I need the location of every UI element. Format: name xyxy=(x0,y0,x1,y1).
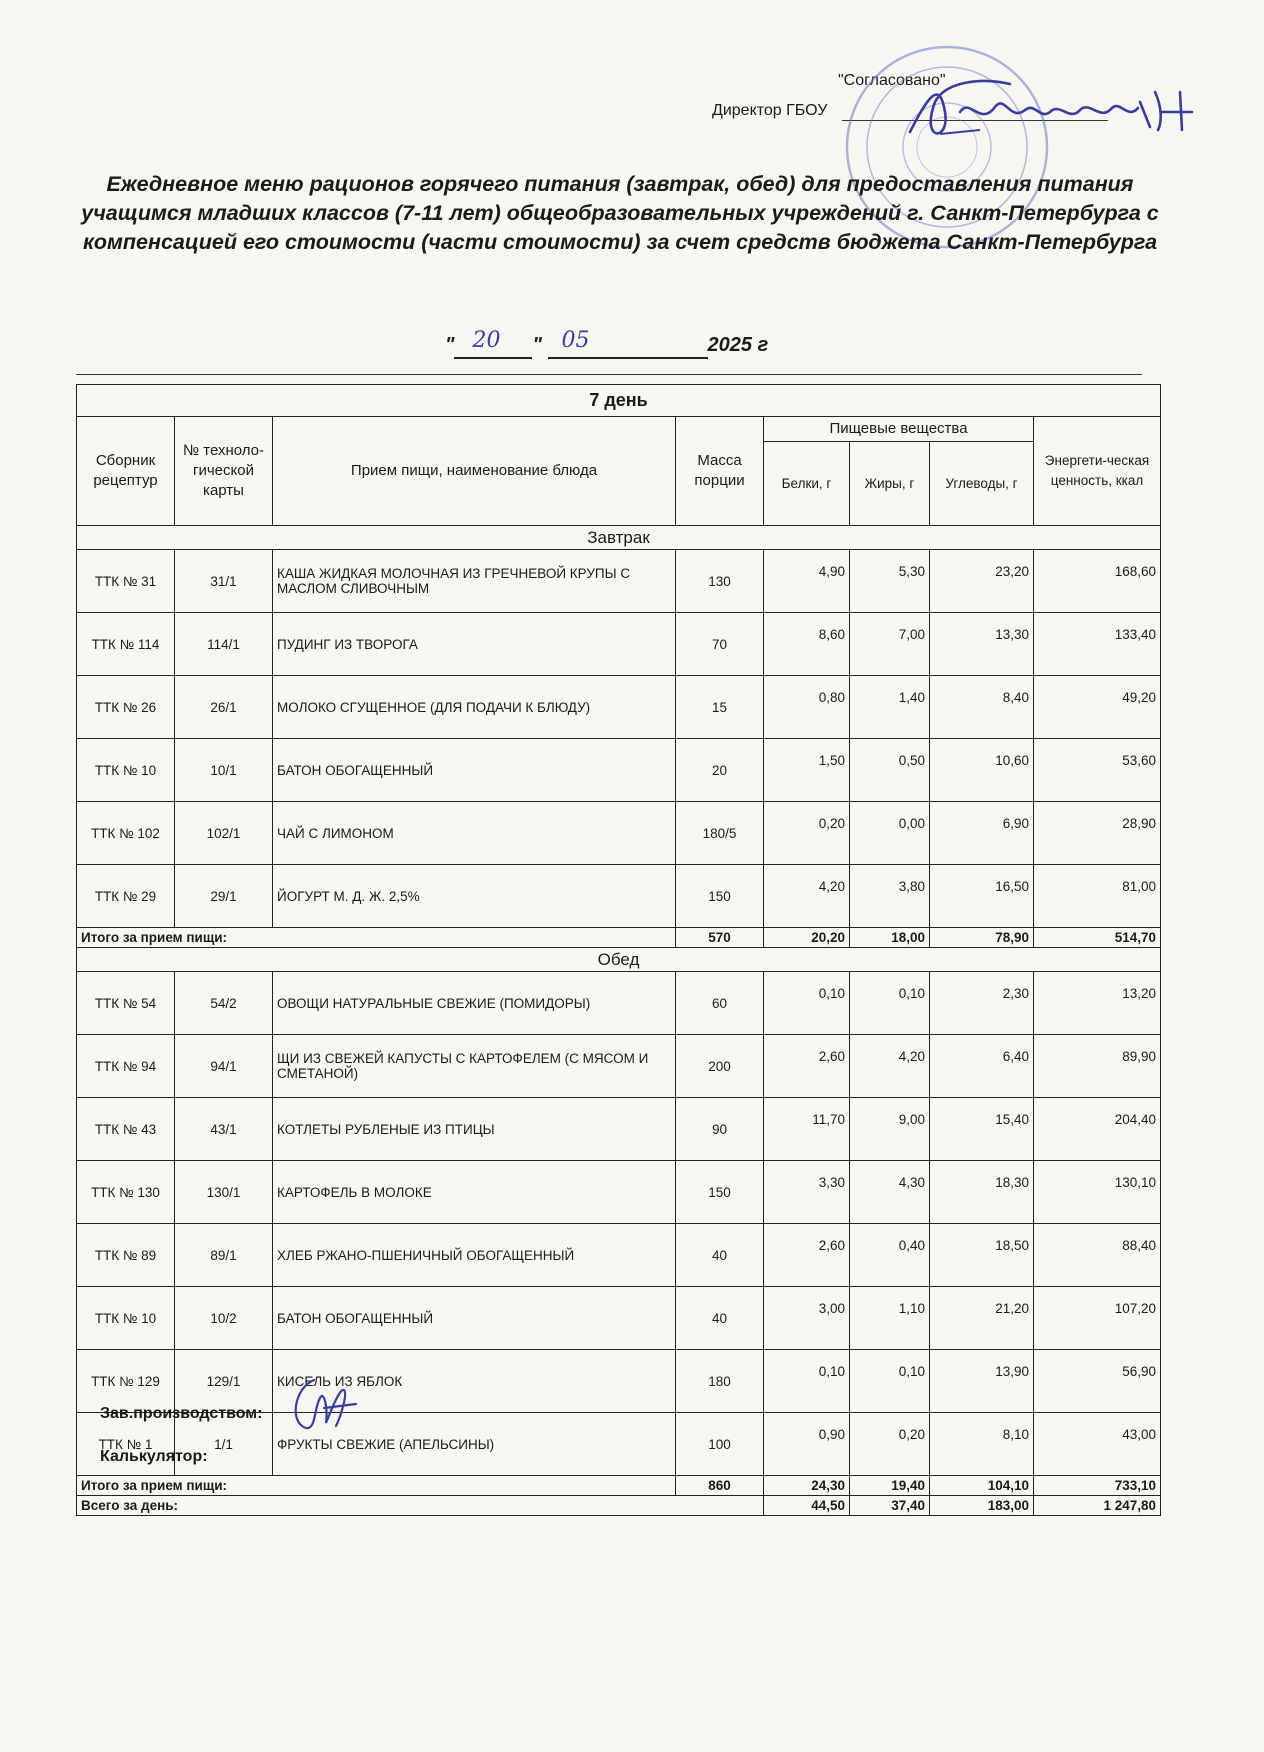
head-of-production-label: Зав.производством: xyxy=(100,1405,263,1422)
cell-name: КОТЛЕТЫ РУБЛЕНЫЕ ИЗ ПТИЦЫ xyxy=(273,1098,676,1161)
date-year: 2025 г xyxy=(707,334,769,356)
head-of-production-signature xyxy=(284,1368,364,1438)
menu-table xyxy=(76,384,1161,1516)
cell-collection: ТТК № 94 xyxy=(77,1035,175,1098)
divider xyxy=(76,374,1142,375)
cell-name: БАТОН ОБОГАЩЕННЫЙ xyxy=(273,739,676,802)
date-month: 05 xyxy=(561,328,590,353)
table-row xyxy=(77,802,1161,865)
day-total-row xyxy=(77,1496,1161,1516)
cell-energy: 13,20 xyxy=(1034,972,1161,1035)
cell-proteins: 0,20 xyxy=(764,802,850,865)
date-day-field xyxy=(454,328,532,359)
day-total-label: Всего за день: xyxy=(77,1496,764,1516)
section-label-breakfast: Завтрак xyxy=(77,526,1161,550)
cell-carbs: 13,90 xyxy=(930,1350,1034,1413)
cell-carbs: 15,40 xyxy=(930,1098,1034,1161)
cell-energy: 133,40 xyxy=(1034,613,1161,676)
cell-card: 43/1 xyxy=(175,1098,273,1161)
total-mass: 860 xyxy=(676,1476,764,1496)
approval-agreed: "Согласовано" xyxy=(838,72,946,89)
cell-name: ЧАЙ С ЛИМОНОМ xyxy=(273,802,676,865)
table-header-row xyxy=(77,417,1161,442)
cell-mass: 90 xyxy=(676,1098,764,1161)
cell-energy: 56,90 xyxy=(1034,1350,1161,1413)
cell-fats: 4,20 xyxy=(850,1035,930,1098)
cell-fats: 0,00 xyxy=(850,802,930,865)
table-row xyxy=(77,1350,1161,1413)
header-meal-name: Прием пищи, наименование блюда xyxy=(273,417,676,526)
cell-mass: 130 xyxy=(676,550,764,613)
cell-mass: 180 xyxy=(676,1350,764,1413)
section-row-breakfast xyxy=(77,526,1161,550)
cell-proteins: 1,50 xyxy=(764,739,850,802)
calculator-label: Калькулятор: xyxy=(100,1448,208,1465)
cell-proteins: 11,70 xyxy=(764,1098,850,1161)
total-fats: 18,00 xyxy=(850,928,930,948)
table-row xyxy=(77,1098,1161,1161)
cell-card: 54/2 xyxy=(175,972,273,1035)
cell-name: ЙОГУРТ М. Д. Ж. 2,5% xyxy=(273,865,676,928)
day-total-carbs: 183,00 xyxy=(930,1496,1034,1516)
cell-collection: ТТК № 43 xyxy=(77,1098,175,1161)
day-label: 7 день xyxy=(77,385,1161,417)
cell-card: 10/2 xyxy=(175,1287,273,1350)
cell-mass: 70 xyxy=(676,613,764,676)
cell-card: 26/1 xyxy=(175,676,273,739)
cell-carbs: 21,20 xyxy=(930,1287,1034,1350)
cell-proteins: 0,10 xyxy=(764,1350,850,1413)
cell-mass: 15 xyxy=(676,676,764,739)
breakfast-items xyxy=(77,550,1161,928)
cell-card: 94/1 xyxy=(175,1035,273,1098)
total-energy: 733,10 xyxy=(1034,1476,1161,1496)
cell-proteins: 3,30 xyxy=(764,1161,850,1224)
cell-card: 114/1 xyxy=(175,613,273,676)
cell-collection: ТТК № 102 xyxy=(77,802,175,865)
table-row xyxy=(77,1224,1161,1287)
cell-carbs: 18,30 xyxy=(930,1161,1034,1224)
cell-collection: ТТК № 10 xyxy=(77,1287,175,1350)
director-signature xyxy=(900,72,1210,152)
cell-energy: 89,90 xyxy=(1034,1035,1161,1098)
cell-carbs: 10,60 xyxy=(930,739,1034,802)
cell-mass: 100 xyxy=(676,1413,764,1476)
cell-proteins: 0,90 xyxy=(764,1413,850,1476)
lunch-items xyxy=(77,972,1161,1476)
cell-proteins: 4,20 xyxy=(764,865,850,928)
cell-fats: 9,00 xyxy=(850,1098,930,1161)
cell-collection: ТТК № 10 xyxy=(77,739,175,802)
cell-mass: 200 xyxy=(676,1035,764,1098)
cell-proteins: 8,60 xyxy=(764,613,850,676)
cell-energy: 107,20 xyxy=(1034,1287,1161,1350)
section-label-lunch: Обед xyxy=(77,948,1161,972)
cell-proteins: 4,90 xyxy=(764,550,850,613)
cell-fats: 3,80 xyxy=(850,865,930,928)
cell-fats: 0,50 xyxy=(850,739,930,802)
cell-name: КАША ЖИДКАЯ МОЛОЧНАЯ ИЗ ГРЕЧНЕВОЙ КРУПЫ С МАСЛОМ СЛИВОЧНЫМ xyxy=(273,550,676,613)
cell-carbs: 18,50 xyxy=(930,1224,1034,1287)
cell-carbs: 16,50 xyxy=(930,865,1034,928)
cell-energy: 88,40 xyxy=(1034,1224,1161,1287)
table-row xyxy=(77,1161,1161,1224)
cell-name: ФРУКТЫ СВЕЖИЕ (АПЕЛЬСИНЫ) xyxy=(273,1413,676,1476)
cell-card: 130/1 xyxy=(175,1161,273,1224)
cell-fats: 1,40 xyxy=(850,676,930,739)
cell-energy: 49,20 xyxy=(1034,676,1161,739)
header-fats: Жиры, г xyxy=(850,442,930,526)
cell-proteins: 2,60 xyxy=(764,1224,850,1287)
cell-fats: 0,10 xyxy=(850,1350,930,1413)
cell-collection: ТТК № 89 xyxy=(77,1224,175,1287)
total-proteins: 24,30 xyxy=(764,1476,850,1496)
header-carbs: Углеводы, г xyxy=(930,442,1034,526)
table-row xyxy=(77,1287,1161,1350)
table-row xyxy=(77,739,1161,802)
cell-card: 1/1 xyxy=(175,1413,273,1476)
cell-fats: 0,20 xyxy=(850,1413,930,1476)
document-title: Ежедневное меню рационов горячего питания (завтрак, обед) для предоставления питания учащимся младших классов (7-11 лет) общеобразовательных учреждений г. Санкт-Петербурга с компенсацией его стоимости (части стоимости) за счет средств бюджета Санкт-Петербурга xyxy=(81,172,1159,254)
cell-name: КАРТОФЕЛЬ В МОЛОКЕ xyxy=(273,1161,676,1224)
cell-energy: 28,90 xyxy=(1034,802,1161,865)
total-carbs: 78,90 xyxy=(930,928,1034,948)
cell-proteins: 3,00 xyxy=(764,1287,850,1350)
cell-card: 89/1 xyxy=(175,1224,273,1287)
table-row xyxy=(77,676,1161,739)
cell-fats: 0,10 xyxy=(850,972,930,1035)
cell-card: 129/1 xyxy=(175,1350,273,1413)
table-row xyxy=(77,1035,1161,1098)
header-energy: Энергети-ческая ценность, ккал xyxy=(1034,417,1161,526)
header-tech-card: № техноло-гической карты xyxy=(175,417,273,526)
total-label: Итого за прием пищи: xyxy=(77,928,676,948)
cell-name: ПУДИНГ ИЗ ТВОРОГА xyxy=(273,613,676,676)
total-carbs: 104,10 xyxy=(930,1476,1034,1496)
date-month-field xyxy=(548,328,708,359)
total-energy: 514,70 xyxy=(1034,928,1161,948)
cell-energy: 81,00 xyxy=(1034,865,1161,928)
cell-name: ОВОЩИ НАТУРАЛЬНЫЕ СВЕЖИЕ (ПОМИДОРЫ) xyxy=(273,972,676,1035)
header-collection: Сборник рецептур xyxy=(77,417,175,526)
cell-mass: 40 xyxy=(676,1224,764,1287)
cell-collection: ТТК № 130 xyxy=(77,1161,175,1224)
cell-mass: 150 xyxy=(676,1161,764,1224)
table-row xyxy=(77,865,1161,928)
header-proteins: Белки, г xyxy=(764,442,850,526)
cell-collection: ТТК № 1 xyxy=(77,1413,175,1476)
cell-energy: 43,00 xyxy=(1034,1413,1161,1476)
cell-collection: ТТК № 31 xyxy=(77,550,175,613)
day-total-energy: 1 247,80 xyxy=(1034,1496,1161,1516)
cell-mass: 40 xyxy=(676,1287,764,1350)
cell-card: 102/1 xyxy=(175,802,273,865)
cell-energy: 204,40 xyxy=(1034,1098,1161,1161)
cell-carbs: 2,30 xyxy=(930,972,1034,1035)
cell-collection: ТТК № 26 xyxy=(77,676,175,739)
cell-carbs: 13,30 xyxy=(930,613,1034,676)
total-mass: 570 xyxy=(676,928,764,948)
cell-card: 29/1 xyxy=(175,865,273,928)
document-date: " 20 " 05 2025 г xyxy=(445,334,768,359)
cell-energy: 168,60 xyxy=(1034,550,1161,613)
cell-card: 10/1 xyxy=(175,739,273,802)
day-header-row xyxy=(77,385,1161,417)
cell-name: ХЛЕБ РЖАНО-ПШЕНИЧНЫЙ ОБОГАЩЕННЫЙ xyxy=(273,1224,676,1287)
cell-energy: 130,10 xyxy=(1034,1161,1161,1224)
total-fats: 19,40 xyxy=(850,1476,930,1496)
cell-fats: 5,30 xyxy=(850,550,930,613)
cell-mass: 150 xyxy=(676,865,764,928)
cell-name: БАТОН ОБОГАЩЕННЫЙ xyxy=(273,1287,676,1350)
cell-carbs: 6,90 xyxy=(930,802,1034,865)
cell-fats: 1,10 xyxy=(850,1287,930,1350)
lunch-total-row xyxy=(77,1476,1161,1496)
cell-name: МОЛОКО СГУЩЕННОЕ (ДЛЯ ПОДАЧИ К БЛЮДУ) xyxy=(273,676,676,739)
date-day: 20 xyxy=(472,328,501,353)
cell-mass: 180/5 xyxy=(676,802,764,865)
section-row-lunch xyxy=(77,948,1161,972)
cell-fats: 4,30 xyxy=(850,1161,930,1224)
cell-collection: ТТК № 114 xyxy=(77,613,175,676)
cell-proteins: 2,60 xyxy=(764,1035,850,1098)
table-row xyxy=(77,613,1161,676)
table-row xyxy=(77,972,1161,1035)
cell-mass: 60 xyxy=(676,972,764,1035)
cell-card: 31/1 xyxy=(175,550,273,613)
breakfast-total-row xyxy=(77,928,1161,948)
header-nutrients: Пищевые вещества xyxy=(764,417,1034,442)
total-label: Итого за прием пищи: xyxy=(77,1476,676,1496)
total-proteins: 20,20 xyxy=(764,928,850,948)
cell-carbs: 8,10 xyxy=(930,1413,1034,1476)
cell-energy: 53,60 xyxy=(1034,739,1161,802)
cell-name: ЩИ ИЗ СВЕЖЕЙ КАПУСТЫ С КАРТОФЕЛЕМ (С МЯСОМ И СМЕТАНОЙ) xyxy=(273,1035,676,1098)
cell-fats: 0,40 xyxy=(850,1224,930,1287)
day-total-proteins: 44,50 xyxy=(764,1496,850,1516)
cell-proteins: 0,80 xyxy=(764,676,850,739)
cell-carbs: 23,20 xyxy=(930,550,1034,613)
cell-collection: ТТК № 54 xyxy=(77,972,175,1035)
cell-carbs: 8,40 xyxy=(930,676,1034,739)
day-total-fats: 37,40 xyxy=(850,1496,930,1516)
table-row xyxy=(77,550,1161,613)
cell-mass: 20 xyxy=(676,739,764,802)
cell-collection: ТТК № 129 xyxy=(77,1350,175,1413)
header-mass: Масса порции xyxy=(676,417,764,526)
cell-carbs: 6,40 xyxy=(930,1035,1034,1098)
cell-proteins: 0,10 xyxy=(764,972,850,1035)
cell-name: КИСЕЛЬ ИЗ ЯБЛОК xyxy=(273,1350,676,1413)
approval-director: Директор ГБОУ xyxy=(712,102,828,119)
cell-fats: 7,00 xyxy=(850,613,930,676)
cell-collection: ТТК № 29 xyxy=(77,865,175,928)
